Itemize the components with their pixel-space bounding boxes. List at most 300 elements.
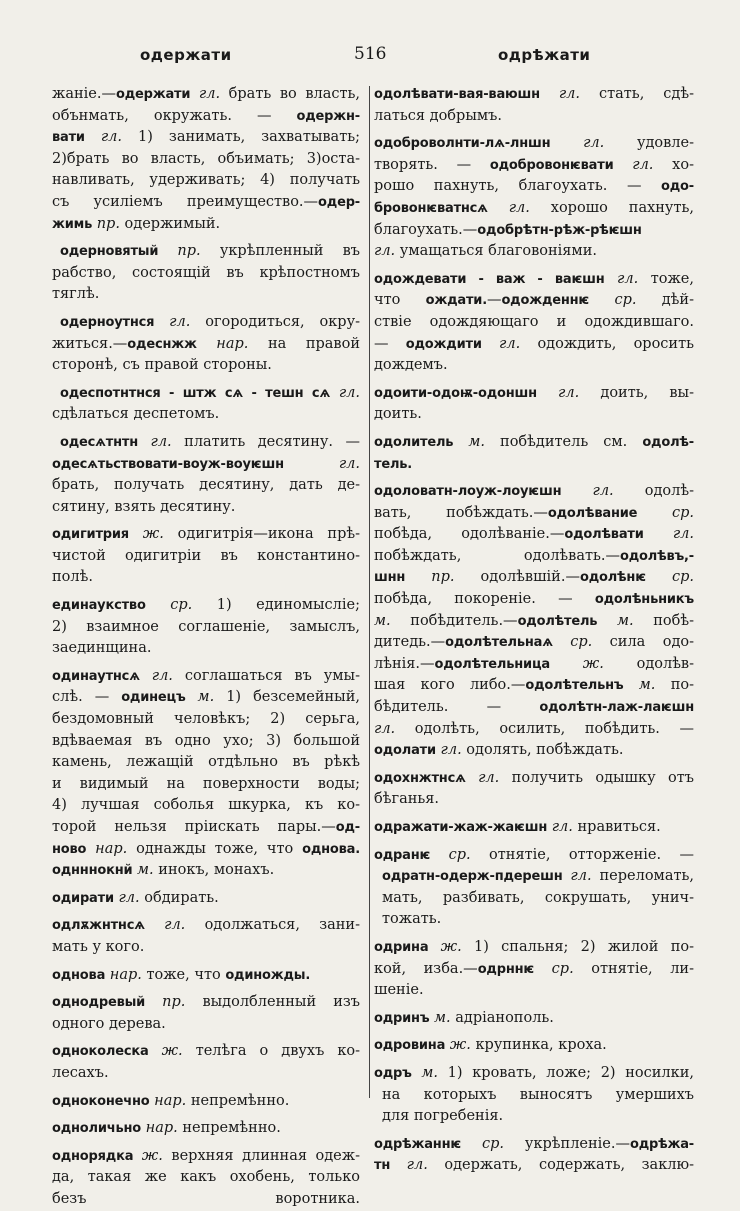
definition-text: 4) лучшая соболья шкурка, къ ко-	[52, 797, 360, 814]
definition-text: шеніе.	[374, 982, 424, 999]
definition-text: одолжаться, зани-	[185, 917, 360, 934]
definition-text: для погребенія.	[382, 1108, 504, 1125]
definition-text: одигитрія—икона прѣ-	[163, 526, 360, 543]
definition-text: —	[374, 335, 406, 352]
headword: одолати	[374, 743, 436, 759]
definition-text: выдолбленный изъ	[185, 994, 360, 1011]
text-line	[374, 959, 694, 981]
text-line	[52, 937, 360, 959]
definition-text: по-	[655, 677, 694, 694]
definition-text: шая кого либо.—	[374, 677, 526, 694]
text-line	[374, 481, 694, 503]
text-line	[52, 1041, 360, 1063]
left-column	[52, 84, 360, 1211]
abbreviation: ср.	[430, 846, 471, 863]
text-line	[374, 611, 694, 633]
text-line	[374, 383, 694, 405]
definition-text: дѣй-	[636, 292, 694, 309]
text-line	[52, 149, 360, 171]
definition-text: вать, побѣждать.—	[374, 504, 548, 521]
text-line	[52, 524, 360, 546]
text-line	[374, 589, 694, 611]
headword: тн	[374, 1158, 391, 1174]
abbreviation: гл.	[154, 313, 191, 330]
headword: одиножды.	[225, 967, 311, 983]
abbreviation: м.	[623, 677, 656, 694]
right-column	[374, 84, 694, 1177]
left-running-head: одержати	[140, 46, 232, 64]
definition-text: сдѣлаться деспетомъ.	[52, 406, 220, 423]
abbreviation: ж.	[148, 1043, 183, 1060]
headword: одоброволнти-лѧ-лншн	[374, 136, 551, 152]
page-header	[0, 42, 740, 72]
page-number: 516	[354, 44, 387, 64]
text-line	[52, 1063, 360, 1085]
headword: одождити	[405, 336, 482, 352]
text-line	[374, 269, 694, 291]
headword: одрѣжа-	[629, 1136, 694, 1152]
abbreviation: гл.	[613, 156, 654, 173]
definition-text: мать, разбивать, сокрушать, унич-	[382, 889, 694, 906]
headword: одержати	[115, 87, 191, 102]
text-line	[52, 1189, 360, 1211]
headword: одинецъ	[121, 690, 186, 706]
headword: одоити-одоѭ-одоншн	[374, 385, 537, 401]
abbreviation: пр.	[92, 215, 120, 232]
text-line	[52, 454, 360, 476]
definition-text: тоже, что	[141, 966, 226, 983]
headword: одолѣвъ,-	[620, 548, 694, 564]
definition-text: сторонѣ, съ правой стороны.	[52, 357, 272, 374]
text-line	[52, 312, 360, 334]
headword: одноконечно	[52, 1093, 150, 1109]
definition-text: доить, вы-	[579, 384, 694, 401]
definition-text: крупинка, кроха.	[470, 1037, 607, 1054]
text-line	[374, 290, 694, 312]
abbreviation: гл.	[374, 243, 396, 260]
definition-text: одолѣв-	[603, 655, 694, 672]
abbreviation: гл.	[390, 1157, 428, 1174]
abbreviation: м.	[429, 1009, 451, 1026]
definition-text: отнятіе, ли-	[573, 960, 694, 977]
headword: одерновятый	[60, 244, 159, 260]
definition-text: одержать, содержать, заклю-	[427, 1157, 694, 1174]
definition-text: камень, лежащій отдѣльно въ рѣкѣ	[52, 754, 360, 771]
text-line	[374, 1035, 694, 1057]
abbreviation: м.	[132, 862, 154, 879]
headword: однннокнй	[52, 863, 133, 879]
text-line	[52, 1167, 360, 1189]
text-line	[374, 654, 694, 676]
abbreviation: гл.	[139, 667, 173, 684]
headword: одолѣтельница	[434, 656, 550, 672]
abbreviation: гл.	[144, 917, 186, 934]
text-line	[374, 155, 694, 177]
text-line	[52, 1091, 360, 1113]
definition-text: одождить, оросить	[520, 335, 694, 352]
abbreviation: ср.	[461, 1135, 505, 1152]
headword: одирати	[52, 890, 114, 906]
abbreviation: нар.	[196, 335, 249, 352]
definition-text: житься.—	[52, 335, 128, 352]
text-line	[52, 497, 360, 519]
headword: одолѣ-	[642, 434, 694, 450]
abbreviation: гл.	[604, 270, 639, 287]
headword: тель.	[374, 456, 413, 472]
headword: бровонѥватнсѧ	[374, 200, 488, 216]
definition-text: дитедь.—	[374, 634, 446, 651]
headword: одноличьно	[52, 1121, 142, 1137]
text-line	[374, 719, 694, 741]
abbreviation: гл.	[643, 526, 694, 543]
text-line	[374, 84, 694, 106]
headword: однова.	[302, 841, 360, 857]
definition-text: одолѣвшій.—	[454, 569, 580, 586]
headword: одолѣтельнъ	[525, 678, 624, 694]
text-line	[374, 909, 694, 931]
headword: одесѧтнтн	[60, 434, 139, 450]
text-line	[374, 740, 694, 762]
abbreviation: ср.	[552, 634, 593, 651]
definition-text: непремѣнно.	[186, 1092, 290, 1109]
abbreviation: ср.	[534, 960, 574, 977]
definition-text: 1) спальня; 2) жилой по-	[461, 938, 694, 955]
definition-text: удовле-	[604, 135, 694, 152]
text-line	[374, 312, 694, 334]
definition-text: ствіе одождяющаго и одождившаго.	[374, 313, 694, 330]
text-line	[374, 888, 694, 910]
definition-text: умащаться благовоніями.	[395, 243, 597, 260]
headword: одолѣтн-лаж-лаѥшн	[539, 700, 694, 716]
text-line	[52, 860, 360, 882]
text-line	[374, 106, 694, 128]
definition-text: получить одышку отъ	[499, 769, 694, 786]
definition-text: хорошо пахнуть,	[529, 199, 694, 216]
definition-text: мать у кого.	[52, 938, 145, 955]
text-line	[52, 263, 360, 285]
text-line	[52, 817, 360, 839]
text-line	[52, 965, 360, 987]
abbreviation: гл.	[487, 199, 530, 216]
headword: одо-	[661, 179, 694, 195]
definition-text: обдирать.	[139, 889, 219, 906]
definition-text: дождемъ.	[374, 357, 448, 374]
text-line	[374, 524, 694, 546]
text-line	[374, 817, 694, 839]
abbreviation: ж.	[549, 655, 604, 672]
abbreviation: гл.	[536, 384, 580, 401]
abbreviation: нар.	[149, 1092, 187, 1109]
abbreviation: гл.	[465, 769, 500, 786]
definition-text: 1) единомысліе;	[192, 597, 360, 614]
definition-text: —	[486, 292, 502, 309]
headword: одлѫжнтнсѧ	[52, 918, 145, 934]
abbreviation: ж.	[133, 1147, 163, 1164]
abbreviation: гл.	[550, 135, 605, 152]
definition-text: жаніе.—	[52, 86, 116, 102]
headword: одрннѥ	[477, 961, 535, 977]
definition-text: 1) кровать, ложе; 2) носилки,	[438, 1064, 694, 1081]
definition-text: торой нельзя пріискать пары.—	[52, 819, 336, 835]
definition-text: соглашаться въ умы-	[172, 667, 360, 684]
definition-text: кой, изба.—	[374, 960, 478, 977]
definition-text: нравиться.	[572, 819, 661, 835]
headword: единаукство	[52, 598, 146, 614]
right-running-head: одрѣжати	[498, 46, 591, 64]
headword: одолѣвание	[547, 505, 638, 521]
headword: одолѣтельнаѧ	[445, 635, 553, 651]
headword: одеснжж	[127, 336, 197, 352]
definition-text: доить.	[374, 406, 422, 423]
headword: одолѣньникъ	[594, 592, 694, 608]
text-line	[374, 1155, 694, 1177]
definition-text: верхняя длинная одеж-	[162, 1147, 360, 1164]
abbreviation: гл.	[547, 819, 573, 835]
text-line	[374, 980, 694, 1002]
text-line	[52, 192, 360, 214]
definition-text: рошо пахнуть, благоухать. —	[374, 178, 662, 195]
headword: одер-	[318, 194, 360, 210]
abbreviation: м.	[185, 689, 215, 706]
abbreviation: ср.	[637, 504, 694, 521]
definition-text: одолѣть, осилить, побѣдить. —	[395, 720, 694, 737]
abbreviation: гл.	[190, 86, 221, 102]
definition-text: тяглѣ.	[52, 286, 100, 303]
definition-text: навливать, удерживать; 4) получать	[52, 172, 360, 189]
definition-text: да, такая же какъ охобень, только	[52, 1169, 360, 1186]
text-line	[374, 789, 694, 811]
text-line	[52, 839, 360, 861]
text-line	[52, 752, 360, 774]
definition-text: обънмать, окружать. —	[52, 107, 297, 124]
text-line	[52, 383, 360, 405]
text-line	[52, 638, 360, 660]
abbreviation: ср.	[145, 597, 193, 614]
headword: одеспотнтнся - штж сѧ - тешн сѧ	[60, 385, 331, 401]
headword: одринъ	[374, 1010, 430, 1026]
definition-text: огородиться, окру-	[190, 313, 360, 330]
definition-text: бѣдитель. —	[374, 699, 540, 716]
abbreviation: гл.	[562, 868, 592, 885]
text-line	[374, 454, 694, 476]
abbreviation: гл.	[283, 455, 360, 472]
definition-text: тоже,	[638, 270, 694, 287]
definition-text: хо-	[653, 156, 694, 173]
definition-text: укрѣпленіе.—	[504, 1135, 630, 1152]
text-line	[374, 937, 694, 959]
text-line	[52, 888, 360, 910]
headword: шнн	[374, 570, 406, 586]
text-line	[374, 1008, 694, 1030]
text-line	[52, 731, 360, 753]
text-line	[52, 355, 360, 377]
definition-text: побѣждать, одолѣвать.—	[374, 547, 621, 564]
text-line	[52, 475, 360, 497]
headword: одесѧтьствовати-воуж-воуѥшн	[52, 456, 284, 472]
text-line	[52, 617, 360, 639]
text-line	[374, 404, 694, 426]
abbreviation: ж.	[428, 938, 462, 955]
headword: одождевати - важ - ваѥшн	[374, 271, 605, 287]
definition-text: переломать,	[591, 868, 694, 885]
definition-text: 1) занимать, захватывать;	[122, 129, 360, 146]
headword: одинаутнсѧ	[52, 668, 140, 684]
text-line	[374, 133, 694, 155]
definition-text: одного дерева.	[52, 1015, 166, 1032]
definition-text: лѣнія.—	[374, 655, 435, 672]
text-line	[52, 992, 360, 1014]
definition-text: сила одо-	[592, 634, 694, 651]
abbreviation: гл.	[539, 86, 581, 102]
abbreviation: нар.	[105, 966, 142, 983]
text-line	[52, 1014, 360, 1036]
definition-text: отнятіе, отторженіе. —	[470, 846, 694, 863]
headword: одражати-жаж-жаѥшн	[374, 820, 548, 835]
text-line	[374, 546, 694, 568]
definition-text: латься добрымъ.	[374, 107, 502, 124]
text-line	[374, 334, 694, 356]
abbreviation: гл.	[113, 889, 140, 906]
text-line	[52, 214, 360, 236]
text-line	[52, 404, 360, 426]
definition-text: тожать.	[382, 911, 442, 928]
headword: одожденнѥ	[501, 293, 590, 309]
definition-text: чистой одигитріи въ константино-	[52, 547, 360, 564]
definition-text: что	[374, 292, 426, 309]
headword: одръ	[374, 1065, 412, 1081]
definition-text: творять. —	[374, 156, 490, 173]
text-line	[374, 355, 694, 377]
definition-text: стать, сдѣ-	[580, 86, 694, 102]
headword: одноколеска	[52, 1044, 149, 1060]
headword: ново	[52, 841, 87, 857]
text-line	[374, 198, 694, 220]
abbreviation: пр.	[405, 569, 455, 586]
definition-text: непремѣнно.	[177, 1120, 281, 1137]
headword: одобрѣтн-рѣж-рѣѥшн	[477, 222, 642, 238]
headword: одерноутнся	[60, 314, 155, 330]
definition-text: одолѣ-	[613, 483, 694, 500]
text-line	[374, 866, 694, 888]
headword: одолѣтель	[517, 613, 598, 629]
abbreviation: пр.	[158, 243, 201, 260]
headword: жимь	[52, 216, 93, 232]
headword: одранѥ	[374, 847, 431, 863]
definition-text: побѣ-	[633, 612, 694, 629]
definition-text: слѣ. —	[52, 689, 122, 706]
definition-text: благоухать.—	[374, 221, 478, 238]
text-line	[52, 709, 360, 731]
text-line	[52, 795, 360, 817]
text-line	[374, 176, 694, 198]
headword: одолѣнѥ	[579, 570, 646, 586]
text-line	[374, 845, 694, 867]
headword: однова	[52, 967, 106, 983]
definition-text: заединщина.	[52, 640, 152, 657]
definition-text: 2) взаимное соглашеніе, замыслъ,	[52, 618, 360, 635]
headword: одоловатн-лоуж-лоуѥшн	[374, 484, 562, 500]
text-line	[374, 1134, 694, 1156]
text-line	[52, 284, 360, 306]
definition-text: однажды тоже, что	[127, 840, 303, 857]
text-line	[374, 567, 694, 589]
definition-text: брать во власть,	[220, 86, 360, 102]
abbreviation: гл.	[330, 384, 360, 401]
headword: ождати.	[425, 293, 487, 309]
definition-text: съ усиліемъ преимущество.—	[52, 193, 319, 210]
text-line	[52, 84, 360, 106]
definition-text: побѣдитель см.	[484, 433, 643, 450]
definition-text: безъ воротника.	[52, 1190, 360, 1207]
text-line	[52, 915, 360, 937]
text-line	[52, 106, 360, 128]
abbreviation: ж.	[128, 526, 164, 543]
text-line	[52, 567, 360, 589]
text-line	[374, 675, 694, 697]
text-line	[374, 432, 694, 454]
text-line	[52, 687, 360, 709]
text-line	[374, 220, 694, 242]
text-line	[374, 241, 694, 263]
definition-text: адріанополь.	[450, 1009, 554, 1026]
text-line	[52, 1118, 360, 1140]
text-line	[374, 1085, 694, 1107]
definition-text: инокъ, монахъ.	[153, 862, 275, 879]
definition-text: одолять, побѣждать.	[461, 742, 624, 759]
text-line	[374, 768, 694, 790]
headword: од-	[335, 820, 360, 835]
text-line	[374, 1106, 694, 1128]
abbreviation: м.	[374, 612, 391, 629]
definition-text: на правой	[248, 335, 360, 352]
text-line	[52, 241, 360, 263]
column-divider	[369, 86, 370, 1098]
abbreviation: нар.	[141, 1120, 178, 1137]
text-line	[374, 697, 694, 719]
definition-text: на которыхъ выносятъ умершихъ	[382, 1086, 694, 1103]
headword: одровина	[374, 1038, 446, 1054]
definition-text: укрѣпленный въ	[200, 243, 360, 260]
definition-text: и видимый на поверхности воды;	[52, 775, 360, 792]
headword: одобровонѥвати	[489, 157, 614, 173]
abbreviation: нар.	[86, 840, 128, 857]
definition-text: побѣдитель.—	[390, 612, 518, 629]
headword: одрина	[374, 939, 429, 955]
definition-text: вдѣваемая въ одно ухо; 3) большой	[52, 732, 360, 749]
abbreviation: ср.	[589, 292, 637, 309]
headword: одолитель	[374, 434, 454, 450]
abbreviation: ср.	[645, 569, 694, 586]
text-line	[52, 334, 360, 356]
headword: одигитрия	[52, 527, 129, 543]
definition-text: сятину, взять десятину.	[52, 498, 236, 515]
definition-text: побѣда, одолѣваніе.—	[374, 526, 565, 543]
headword: одолѣвати	[564, 527, 644, 543]
definition-text: лесахъ.	[52, 1064, 109, 1081]
text-line	[52, 1146, 360, 1168]
text-line	[374, 632, 694, 654]
abbreviation: пр.	[145, 994, 186, 1011]
definition-text: 2)брать во власть, объимать; 3)оста-	[52, 150, 360, 167]
definition-text: побѣда, покореніе. —	[374, 591, 595, 608]
text-line	[52, 170, 360, 192]
text-line	[374, 503, 694, 525]
text-line	[52, 595, 360, 617]
abbreviation: гл.	[138, 433, 172, 450]
abbreviation: гл.	[561, 483, 614, 500]
text-line	[52, 127, 360, 149]
abbreviation: ж.	[445, 1037, 471, 1054]
